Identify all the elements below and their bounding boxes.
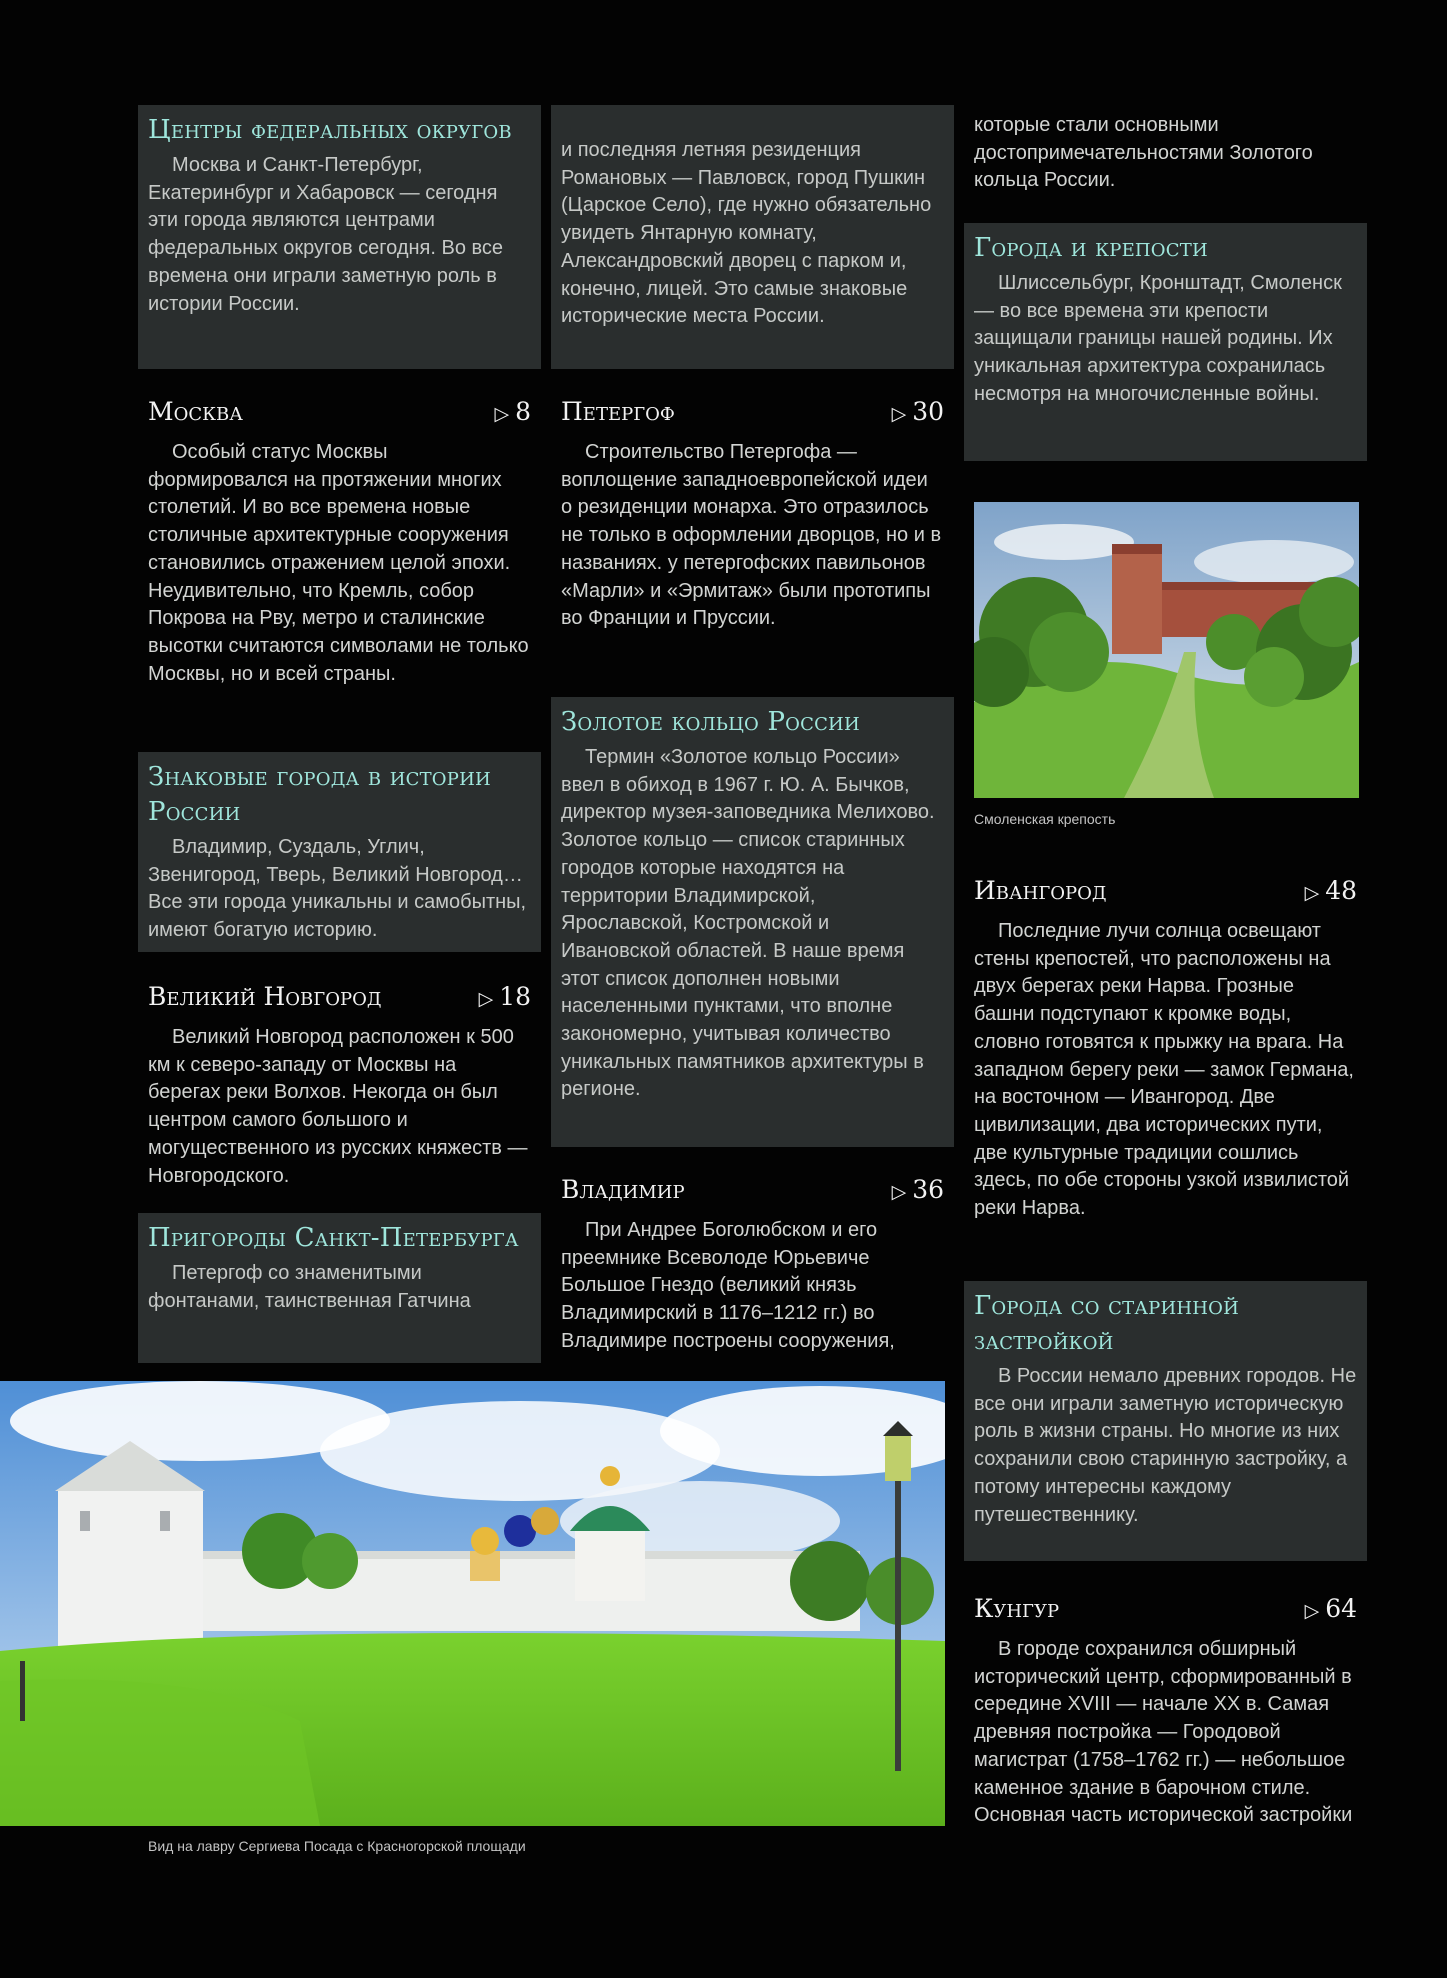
article-ivangorod [964, 874, 1367, 1223]
photo-caption: Смоленская крепость [974, 811, 1116, 827]
article-title: Петергоф [561, 397, 675, 426]
article-text: Великий Новгород расположен к 500 км к северо-западу от Москвы на берегах реки Волхов. Некогда он был центром самого большого и могущественного из русских княжеств — Новгородского. [148, 1026, 528, 1187]
section-text: Термин «Золотое кольцо России» ввел в обиход в 1967 г. Ю. А. Бычков, директор музея-заповедника Мелихово. Золотое кольцо — список старинных городов которые находятся на территории Владимирской, Ярославской, Костромской и Ивановской областей. В наше время этот список дополнен новыми населенными пунктами, что вполне закономерно, учитывая количество уникальных памятников архитектуры в регионе. [561, 746, 935, 1101]
article-text: При Андрее Боголюбском и его преемнике Всеволоде Юрьевиче Большое Гнездо (великий князь Владимирский в 1176–1212 гг.) во Владимире построены сооружения, [561, 1219, 895, 1352]
section-title: Золотое кольцо России [561, 707, 860, 737]
section-title: Знаковые города в истории России [148, 762, 491, 827]
section-title: Пригороды Санкт-Петербурга [148, 1223, 519, 1253]
section-old-architecture [964, 1281, 1367, 1561]
article-moscow [138, 395, 541, 688]
page-reference: ▷ 36 [891, 1175, 944, 1204]
section-text: Шлиссельбург, Кронштадт, Смоленск — во все времена эти крепости защищали границы нашей родины. Их уникальная архитектура сохранилась несмотря на многочисленные войны. [974, 272, 1342, 405]
article-novgorod [138, 980, 541, 1190]
triangle-pointer-icon: ▷ [494, 403, 510, 425]
page-reference: ▷ 18 [478, 982, 531, 1011]
section-text: Москва и Санкт-Петербург, Екатеринбург и Хабаровск — сегодня эти города являются центрами федеральных округов сегодня. Во все времена они играли заметную роль в истории России. [148, 154, 504, 315]
article-text: Особый статус Москвы формировался на протяжении многих столетий. И во все времена новые столичные архитектурные сооружения становились отражением целой эпохи. Неудивительно, что Кремль, собор Покрова на Рву, метро и сталинские высотки считаются символами не только Москвы, но и всей страны. [148, 441, 529, 685]
triangle-pointer-icon: ▷ [1304, 1600, 1320, 1622]
photo-caption: Вид на лавру Сергиева Посада с Красногорской площади [148, 1838, 526, 1854]
page-reference: ▷ 64 [1304, 1594, 1357, 1623]
section-iconic-cities [138, 752, 541, 952]
lavra-sergiev-posad-photo [0, 1381, 945, 1826]
page-reference: ▷ 8 [494, 397, 531, 426]
article-title: Москва [148, 397, 243, 426]
golden-ring-continued [964, 112, 1367, 195]
triangle-pointer-icon: ▷ [891, 403, 907, 425]
article-title: Владимир [561, 1175, 685, 1204]
section-title: Города и крепости [974, 233, 1208, 263]
section-federal-centers [138, 105, 541, 369]
article-text: В городе сохранился обширный исторический центр, сформированный в середине XVIII — начале XX в. Самая древняя постройка — Городовой магистрат (1758–1762 гг.) — небольшое каменное здание в барочном стиле. Основная часть исторической застройки [974, 1638, 1353, 1827]
section-text: В России немало древних городов. Не все они играли заметную историческую роль в жизни страны. Но многие из них сохранили свою старинную застройку, а потому интересны каждому путешественнику. [974, 1365, 1357, 1526]
section-title: Города со старинной застройкой [974, 1291, 1240, 1356]
smolensk-fortress-photo [974, 502, 1359, 798]
section-text: которые стали основными достопримечательностями Золотого кольца России. [974, 114, 1313, 192]
section-text: Владимир, Суздаль, Углич, Звенигород, Тверь, Великий Новгород… Все эти города уникальны и самобытны, имеют богатую историю. [148, 836, 527, 942]
article-title: Кунгур [974, 1594, 1060, 1623]
article-text: Последние лучи солнца освещают стены крепостей, что расположены на двух берегах реки Нарва. Грозные башни подступают к кромке воды, словно готовятся к прыжку на врага. На западном берегу реки — замок Германа, на восточном — Ивангород. Две цивилизации, два исторических пути, две культурные традиции сошлись здесь, по обе стороны узкой извилистой реки Нарва. [974, 920, 1354, 1220]
section-suburbs-continued [551, 105, 954, 369]
section-text: Петергоф со знаменитыми фонтанами, таинственная Гатчина [148, 1262, 471, 1312]
page-reference: ▷ 48 [1304, 876, 1357, 905]
section-golden-ring [551, 697, 954, 1147]
article-vladimir [551, 1173, 954, 1356]
section-title: Центры федеральных округов [148, 115, 512, 145]
article-title: Великий Новгород [148, 982, 382, 1011]
article-kungur [964, 1592, 1367, 1830]
article-title: Ивангород [974, 876, 1107, 905]
triangle-pointer-icon: ▷ [1304, 882, 1320, 904]
triangle-pointer-icon: ▷ [478, 988, 494, 1010]
section-cities-fortresses [964, 223, 1367, 461]
article-text: Строительство Петергофа — воплощение западноевропейской идеи о резиденции монарха. Это отразилось не только в оформлении дворцов, но и в названиях. у петергофских павильонов «Марли» и «Эрмитаж» были прототипы во Франции и Пруссии. [561, 441, 942, 630]
section-spb-suburbs [138, 1213, 541, 1363]
triangle-pointer-icon: ▷ [891, 1181, 907, 1203]
section-text: и последняя летняя резиденция Романовых — Павловск, город Пушкин (Царское Село), где нужно обязательно увидеть Янтарную комнату, Александровский дворец с парком и, конечно, лицей. Это самые знаковые исторические места России. [561, 139, 932, 328]
article-peterhof [551, 395, 954, 633]
page-reference: ▷ 30 [891, 397, 944, 426]
